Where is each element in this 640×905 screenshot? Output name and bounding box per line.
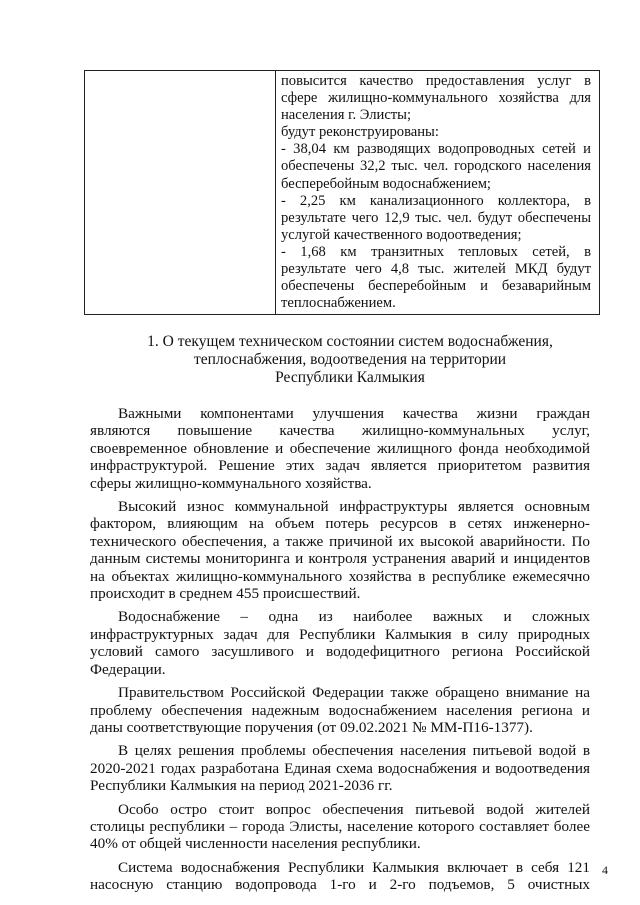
table-cell-empty — [85, 71, 276, 315]
text-line: происходит в среднем 455 происшествий. — [90, 585, 361, 603]
paragraph — [90, 405, 590, 492]
text-line: проблему обеспечения надежным водоснабжением населения региона и — [90, 701, 590, 719]
cell-line: теплоснабжением. — [281, 295, 396, 312]
body-text — [90, 405, 590, 900]
text-line: Федерации. — [90, 660, 166, 678]
section-heading — [90, 333, 610, 388]
text-line: Важными компонентами улучшения качества жизни граждан — [118, 405, 590, 422]
cell-line: - 38,04 км разводящих водопроводных сетей и — [281, 141, 591, 158]
text-line: на объектах жилищно-коммунального хозяйства в республике ежемесячно — [90, 567, 590, 585]
cell-line: результате чего 4,8 тыс. жителей МКД будут — [281, 261, 591, 278]
text-line: В целях решения проблемы обеспечения населения питьевой водой в — [118, 742, 590, 760]
text-line: Система водоснабжения Республики Калмыкия включает в себя 121 — [118, 858, 590, 876]
cell-line: - 2,25 км канализационного коллектора, в — [281, 192, 591, 209]
text-line: 2020-2021 годах разработана Единая схема водоснабжения и водоотведения — [90, 759, 590, 777]
cell-line: населения г. Элисты; — [281, 107, 412, 124]
text-line: технического обеспечения, а также причиной их высокой аварийности. По — [90, 532, 590, 550]
text-line: своевременное обновление и обеспечение жилищного фонда необходимой — [90, 439, 590, 457]
text-line: условий самого засушливого и вододефицитного региона Российской — [90, 643, 590, 661]
text-line: Республики Калмыкия на период 2021-2036 гг. — [90, 777, 393, 795]
paragraph — [90, 859, 590, 894]
text-line: насосную станцию водопровода 1-го и 2-го подъемов, 5 очистных — [90, 876, 590, 894]
cell-line: повысится качество предоставления услуг в — [281, 73, 591, 89]
table-cell-text — [276, 71, 600, 315]
text-line: Высокий износ коммунальной инфраструктуры является основным — [118, 498, 590, 516]
cell-line: - 1,68 км транзитных тепловых сетей, в — [281, 243, 591, 260]
text-line: инфраструктурных задач для Республики Калмыкия в силу природных — [90, 625, 590, 643]
text-line: инфраструктурой. Решение этих задач является приоритетом развития — [90, 457, 590, 475]
text-line: Водоснабжение – одна из наиболее важных и сложных — [118, 608, 590, 626]
paragraph — [90, 801, 590, 853]
table-row — [85, 71, 600, 315]
cell-line: бесперебойным водоснабжением; — [281, 175, 491, 192]
cell-line: будут реконструированы: — [281, 124, 439, 141]
text-line: столицы республики – города Элисты, население которого составляет более — [90, 817, 590, 835]
text-line: фактором, влияющим на объем потерь ресурсов в сетях инженерно- — [90, 515, 590, 533]
paragraph — [90, 498, 590, 602]
text-line: Особо остро стоит вопрос обеспечения питьевой водой жителей — [118, 800, 590, 818]
text-line: сферы жилищно-коммунального хозяйства. — [90, 474, 372, 492]
heading-line: Республики Калмыкия — [275, 369, 425, 387]
text-line: 40% от общей численности населения республики. — [90, 835, 421, 853]
heading-line: теплоснабжения, водоотведения на территории — [193, 351, 507, 369]
text-line: Правительством Российской Федерации также обращено внимание на — [118, 684, 590, 702]
text-line: данным системы мониторинга и контроля устранения аварий и инцидентов — [90, 550, 590, 568]
summary-table — [84, 70, 600, 315]
cell-line: обеспечены бесперебойным и безаварийным — [281, 278, 591, 295]
paragraph — [90, 742, 590, 794]
page-number: 4 — [602, 863, 608, 877]
heading-line: 1. О текущем техническом состоянии систем водоснабжения, — [147, 333, 553, 350]
text-line: являются повышение качества жилищно-коммунальных услуг, — [90, 422, 590, 440]
cell-line: услугой качественного водоотведения; — [281, 226, 522, 243]
paragraph — [90, 608, 590, 678]
cell-line: обеспечены 32,2 тыс. чел. городского населения — [281, 158, 591, 175]
text-line: даны соответствующие поручения (от 09.02.2021 № ММ-П16-1377). — [90, 718, 533, 736]
cell-line: сфере жилищно-коммунального хозяйства для — [281, 90, 591, 107]
paragraph — [90, 684, 590, 736]
cell-line: результате чего 12,9 тыс. чел. будут обеспечены — [281, 209, 591, 226]
